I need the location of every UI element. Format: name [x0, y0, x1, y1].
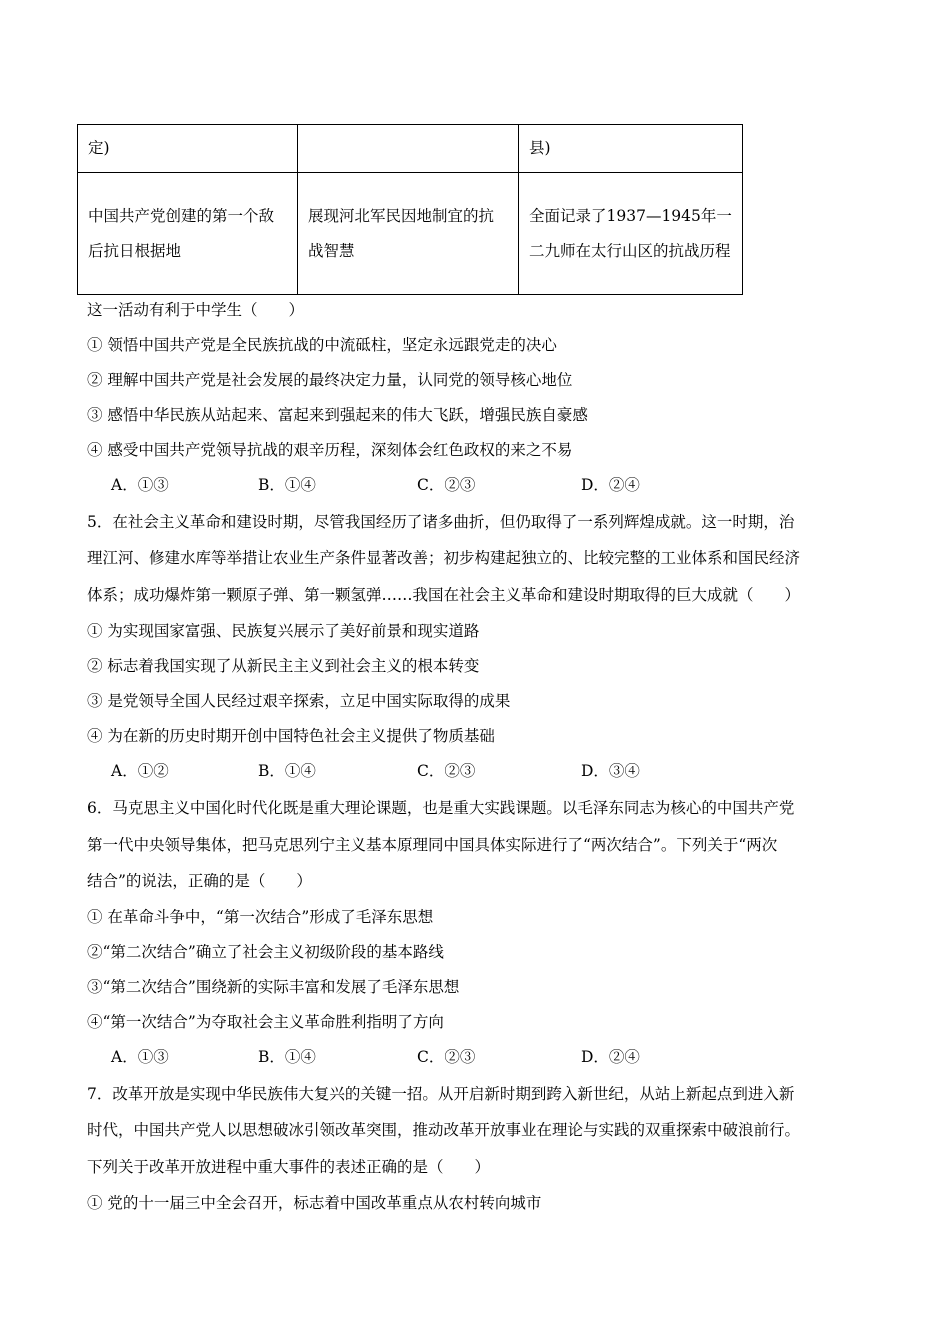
q4-option-a[interactable]: A．①③ [111, 476, 169, 494]
q4-item-3: ③ 感悟中华民族从站起来、富起来到强起来的伟大飞跃，增强民族自豪感 [87, 406, 588, 424]
q6-item-1: ① 在革命斗争中，“第一次结合”形成了毛泽东思想 [87, 908, 434, 926]
q7-stem-line-3: 下列关于改革开放进程中重大事件的表述正确的是（ ） [87, 1158, 491, 1176]
q4-item-4: ④ 感受中国共产党领导抗战的艰辛历程，深刻体会红色政权的来之不易 [87, 441, 573, 459]
table-row [78, 125, 743, 173]
q7-item-1: ① 党的十一届三中全会召开，标志着中国改革重点从农村转向城市 [87, 1194, 542, 1212]
q5-options [111, 761, 640, 781]
table-cell: 中国共产党创建的第一个敌后抗日根据地 [78, 173, 298, 295]
q4-option-d[interactable]: D．②④ [581, 476, 640, 494]
table-cell: 县) [519, 125, 743, 173]
table-cell: 全面记录了1937—1945年一二九师在太行山区的抗战历程 [519, 173, 743, 295]
q6-option-b[interactable]: B．①④ [258, 1048, 316, 1066]
q6-stem-line-1: 6．马克思主义中国化时代化既是重大理论课题，也是重大实践课题。以毛泽东同志为核心的中国共产党 [87, 799, 795, 817]
q7-stem-line-1: 7．改革开放是实现中华民族伟大复兴的关键一招。从开启新时期到跨入新世纪，从站上新起点到进入新 [87, 1085, 795, 1103]
q5-item-1: ① 为实现国家富强、民族复兴展示了美好前景和现实道路 [87, 622, 480, 640]
q7-stem-line-2: 时代，中国共产党人以思想破冰引领改革突围，推动改革开放事业在理论与实践的双重探索中破浪前行。 [87, 1121, 801, 1139]
q5-option-b[interactable]: B．①④ [258, 762, 316, 780]
q4-options [111, 475, 640, 495]
q5-stem-line-2: 理江河、修建水库等举措让农业生产条件显著改善；初步构建起独立的、比较完整的工业体系和国民经济 [87, 549, 801, 567]
q5-item-3: ③ 是党领导全国人民经过艰辛探索，立足中国实际取得的成果 [87, 692, 511, 710]
q4-option-c[interactable]: C．②③ [417, 476, 476, 494]
q4-item-2: ② 理解中国共产党是社会发展的最终决定力量，认同党的领导核心地位 [87, 371, 573, 389]
museum-table [77, 124, 743, 295]
q5-item-4: ④ 为在新的历史时期开创中国特色社会主义提供了物质基础 [87, 727, 495, 745]
q4-stem: 这一活动有利于中学生（ ） [87, 301, 305, 319]
q6-option-c[interactable]: C．②③ [417, 1048, 476, 1066]
q6-stem-line-2: 第一代中央领导集体，把马克思列宁主义基本原理同中国具体实际进行了“两次结合”。下列关于“两次 [87, 836, 778, 854]
table-cell: 定) [78, 125, 298, 173]
q5-option-d[interactable]: D．③④ [581, 762, 640, 780]
q5-stem-line-3: 体系；成功爆炸第一颗原子弹、第一颗氢弹……我国在社会主义革命和建设时期取得的巨大成就（ ） [87, 586, 801, 604]
q6-item-4: ④“第一次结合”为夺取社会主义革命胜利指明了方向 [87, 1013, 444, 1031]
q5-item-2: ② 标志着我国实现了从新民主主义到社会主义的根本转变 [87, 657, 480, 675]
q6-option-a[interactable]: A．①③ [111, 1048, 169, 1066]
q6-item-2: ②“第二次结合”确立了社会主义初级阶段的基本路线 [87, 943, 444, 961]
q6-item-3: ③“第二次结合”围绕新的实际丰富和发展了毛泽东思想 [87, 978, 460, 996]
q5-stem-line-1: 5．在社会主义革命和建设时期，尽管我国经历了诸多曲折，但仍取得了一系列辉煌成就。这一时期，治 [87, 513, 795, 531]
q5-option-c[interactable]: C．②③ [417, 762, 476, 780]
q4-item-1: ① 领悟中国共产党是全民族抗战的中流砥柱，坚定永远跟党走的决心 [87, 336, 557, 354]
q5-option-a[interactable]: A．①② [111, 762, 169, 780]
table-cell [298, 125, 519, 173]
q4-option-b[interactable]: B．①④ [258, 476, 316, 494]
q6-options [111, 1047, 640, 1067]
q6-stem-line-3: 结合”的说法，正确的是（ ） [87, 872, 312, 890]
table-cell: 展现河北军民因地制宜的抗战智慧 [298, 173, 519, 295]
table-row [78, 173, 743, 295]
q6-option-d[interactable]: D．②④ [581, 1048, 640, 1066]
